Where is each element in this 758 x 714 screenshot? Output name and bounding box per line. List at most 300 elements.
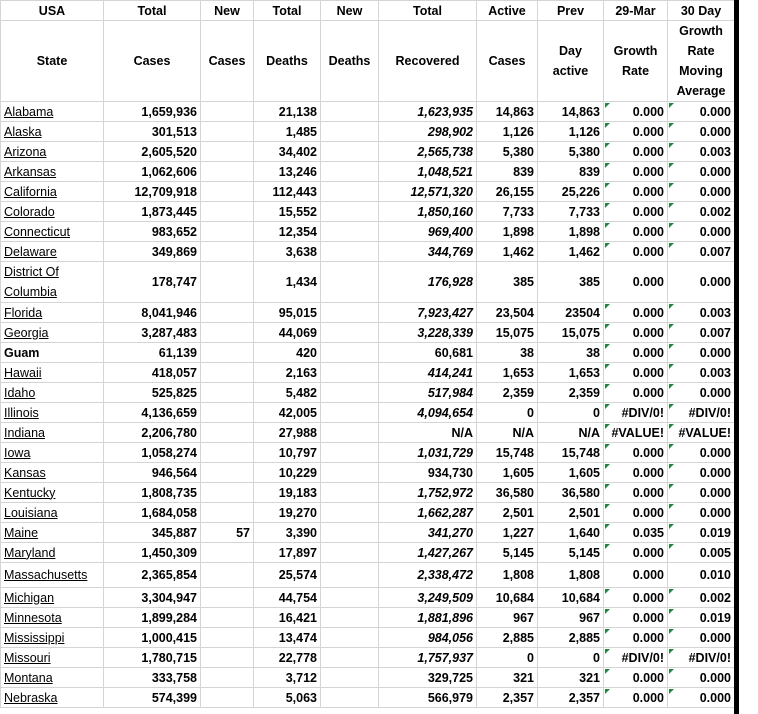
growth-moving-avg-cell[interactable]: 0.007 <box>668 242 735 262</box>
new-cases-cell[interactable] <box>201 102 254 122</box>
state-cell[interactable]: Mississippi <box>1 628 104 648</box>
new-deaths-cell[interactable] <box>321 688 379 708</box>
active-cases-cell[interactable]: 839 <box>477 162 538 182</box>
new-deaths-cell[interactable] <box>321 303 379 323</box>
prev-day-active-cell[interactable]: 25,226 <box>538 182 604 202</box>
new-cases-cell[interactable] <box>201 443 254 463</box>
state-cell[interactable]: California <box>1 182 104 202</box>
recovered-cell[interactable]: 984,056 <box>379 628 477 648</box>
recovered-cell[interactable]: 1,048,521 <box>379 162 477 182</box>
new-deaths-cell[interactable] <box>321 383 379 403</box>
total-cases-cell[interactable]: 2,206,780 <box>104 423 201 443</box>
new-deaths-cell[interactable] <box>321 503 379 523</box>
new-cases-cell[interactable] <box>201 202 254 222</box>
total-cases-cell[interactable]: 12,709,918 <box>104 182 201 202</box>
recovered-cell[interactable]: 1,031,729 <box>379 443 477 463</box>
total-cases-cell[interactable]: 1,808,735 <box>104 483 201 503</box>
growth-rate-cell[interactable]: 0.000 <box>604 688 668 708</box>
recovered-cell[interactable]: 1,757,937 <box>379 648 477 668</box>
growth-moving-avg-cell[interactable]: 0.003 <box>668 363 735 383</box>
new-cases-cell[interactable] <box>201 423 254 443</box>
growth-moving-avg-cell[interactable]: 0.003 <box>668 142 735 162</box>
growth-rate-cell[interactable]: 0.000 <box>604 588 668 608</box>
prev-day-active-cell[interactable]: 36,580 <box>538 483 604 503</box>
growth-moving-avg-cell[interactable]: 0.010 <box>668 563 735 588</box>
state-cell[interactable]: Louisiana <box>1 503 104 523</box>
new-deaths-cell[interactable] <box>321 668 379 688</box>
total-deaths-cell[interactable]: 2,163 <box>254 363 321 383</box>
growth-rate-cell[interactable]: 0.000 <box>604 242 668 262</box>
total-cases-cell[interactable]: 4,136,659 <box>104 403 201 423</box>
growth-rate-cell[interactable]: 0.000 <box>604 443 668 463</box>
active-cases-cell[interactable]: 385 <box>477 262 538 303</box>
growth-rate-cell[interactable]: 0.000 <box>604 262 668 303</box>
total-deaths-cell[interactable]: 19,270 <box>254 503 321 523</box>
total-cases-cell[interactable]: 525,825 <box>104 383 201 403</box>
total-deaths-cell[interactable]: 1,485 <box>254 122 321 142</box>
recovered-cell[interactable]: 1,623,935 <box>379 102 477 122</box>
recovered-cell[interactable]: 3,249,509 <box>379 588 477 608</box>
header-prev-day-active[interactable]: Day active <box>538 21 604 102</box>
prev-day-active-cell[interactable]: 38 <box>538 343 604 363</box>
growth-moving-avg-cell[interactable]: 0.000 <box>668 503 735 523</box>
total-deaths-cell[interactable]: 112,443 <box>254 182 321 202</box>
new-cases-cell[interactable] <box>201 363 254 383</box>
growth-moving-avg-cell[interactable]: 0.000 <box>668 463 735 483</box>
new-deaths-cell[interactable] <box>321 628 379 648</box>
recovered-cell[interactable]: 12,571,320 <box>379 182 477 202</box>
prev-day-active-cell[interactable]: 967 <box>538 608 604 628</box>
prev-day-active-cell[interactable]: 7,733 <box>538 202 604 222</box>
recovered-cell[interactable]: 934,730 <box>379 463 477 483</box>
new-cases-cell[interactable] <box>201 403 254 423</box>
active-cases-cell[interactable]: 2,359 <box>477 383 538 403</box>
total-deaths-cell[interactable]: 34,402 <box>254 142 321 162</box>
state-cell[interactable]: Alaska <box>1 122 104 142</box>
growth-moving-avg-cell[interactable]: 0.000 <box>668 668 735 688</box>
recovered-cell[interactable]: N/A <box>379 423 477 443</box>
growth-rate-cell[interactable]: 0.000 <box>604 668 668 688</box>
growth-rate-cell[interactable]: 0.000 <box>604 483 668 503</box>
growth-rate-cell[interactable]: 0.000 <box>604 142 668 162</box>
total-cases-cell[interactable]: 3,304,947 <box>104 588 201 608</box>
growth-rate-cell[interactable]: 0.000 <box>604 343 668 363</box>
growth-moving-avg-cell[interactable]: 0.007 <box>668 323 735 343</box>
growth-rate-cell[interactable]: 0.035 <box>604 523 668 543</box>
new-deaths-cell[interactable] <box>321 122 379 142</box>
total-cases-cell[interactable]: 1,058,274 <box>104 443 201 463</box>
new-deaths-cell[interactable] <box>321 343 379 363</box>
state-cell[interactable]: Iowa <box>1 443 104 463</box>
prev-day-active-cell[interactable]: 1,808 <box>538 563 604 588</box>
new-cases-cell[interactable] <box>201 588 254 608</box>
state-cell[interactable]: Delaware <box>1 242 104 262</box>
active-cases-cell[interactable]: 1,462 <box>477 242 538 262</box>
state-cell[interactable]: Georgia <box>1 323 104 343</box>
new-cases-cell[interactable] <box>201 142 254 162</box>
prev-day-active-cell[interactable]: 1,605 <box>538 463 604 483</box>
active-cases-cell[interactable]: 0 <box>477 403 538 423</box>
active-cases-cell[interactable]: 14,863 <box>477 102 538 122</box>
header-growth-moving-avg[interactable]: Growth Rate Moving Average <box>668 21 735 102</box>
active-cases-cell[interactable]: 2,357 <box>477 688 538 708</box>
recovered-cell[interactable]: 969,400 <box>379 222 477 242</box>
header-date[interactable]: 29-Mar <box>604 1 668 21</box>
recovered-cell[interactable]: 517,984 <box>379 383 477 403</box>
new-cases-cell[interactable] <box>201 483 254 503</box>
prev-day-active-cell[interactable]: 2,885 <box>538 628 604 648</box>
active-cases-cell[interactable]: 1,653 <box>477 363 538 383</box>
state-cell[interactable]: Colorado <box>1 202 104 222</box>
prev-day-active-cell[interactable]: 2,501 <box>538 503 604 523</box>
total-deaths-cell[interactable]: 16,421 <box>254 608 321 628</box>
state-cell[interactable]: Indiana <box>1 423 104 443</box>
total-cases-cell[interactable]: 1,450,309 <box>104 543 201 563</box>
growth-moving-avg-cell[interactable]: 0.000 <box>668 383 735 403</box>
growth-moving-avg-cell[interactable]: 0.000 <box>668 262 735 303</box>
active-cases-cell[interactable]: 7,733 <box>477 202 538 222</box>
active-cases-cell[interactable]: 1,808 <box>477 563 538 588</box>
recovered-cell[interactable]: 60,681 <box>379 343 477 363</box>
new-cases-cell[interactable] <box>201 608 254 628</box>
new-deaths-cell[interactable] <box>321 608 379 628</box>
recovered-cell[interactable]: 3,228,339 <box>379 323 477 343</box>
total-cases-cell[interactable]: 345,887 <box>104 523 201 543</box>
growth-rate-cell[interactable]: 0.000 <box>604 363 668 383</box>
active-cases-cell[interactable]: N/A <box>477 423 538 443</box>
header-new-cases[interactable]: Cases <box>201 21 254 102</box>
prev-day-active-cell[interactable]: 1,126 <box>538 122 604 142</box>
recovered-cell[interactable]: 1,752,972 <box>379 483 477 503</box>
total-deaths-cell[interactable]: 1,434 <box>254 262 321 303</box>
active-cases-cell[interactable]: 1,227 <box>477 523 538 543</box>
header-recovered[interactable]: Recovered <box>379 21 477 102</box>
total-cases-cell[interactable]: 1,873,445 <box>104 202 201 222</box>
total-cases-cell[interactable]: 3,287,483 <box>104 323 201 343</box>
growth-rate-cell[interactable]: #DIV/0! <box>604 403 668 423</box>
new-deaths-cell[interactable] <box>321 182 379 202</box>
new-deaths-cell[interactable] <box>321 423 379 443</box>
total-deaths-cell[interactable]: 5,063 <box>254 688 321 708</box>
total-cases-cell[interactable]: 418,057 <box>104 363 201 383</box>
growth-rate-cell[interactable]: 0.000 <box>604 563 668 588</box>
growth-rate-cell[interactable]: 0.000 <box>604 162 668 182</box>
new-deaths-cell[interactable] <box>321 142 379 162</box>
growth-moving-avg-cell[interactable]: 0.002 <box>668 202 735 222</box>
growth-moving-avg-cell[interactable]: 0.000 <box>668 483 735 503</box>
state-cell[interactable]: Kentucky <box>1 483 104 503</box>
growth-moving-avg-cell[interactable]: 0.000 <box>668 222 735 242</box>
total-cases-cell[interactable]: 1,899,284 <box>104 608 201 628</box>
prev-day-active-cell[interactable]: 0 <box>538 403 604 423</box>
growth-moving-avg-cell[interactable]: 0.000 <box>668 343 735 363</box>
total-deaths-cell[interactable]: 15,552 <box>254 202 321 222</box>
new-cases-cell[interactable] <box>201 242 254 262</box>
recovered-cell[interactable]: 2,565,738 <box>379 142 477 162</box>
total-deaths-cell[interactable]: 10,229 <box>254 463 321 483</box>
new-deaths-cell[interactable] <box>321 403 379 423</box>
total-cases-cell[interactable]: 1,780,715 <box>104 648 201 668</box>
new-cases-cell[interactable] <box>201 182 254 202</box>
growth-moving-avg-cell[interactable]: 0.005 <box>668 543 735 563</box>
state-cell[interactable]: Guam <box>1 343 104 363</box>
header-new-1[interactable]: New <box>201 1 254 21</box>
new-cases-cell[interactable] <box>201 162 254 182</box>
prev-day-active-cell[interactable]: 2,359 <box>538 383 604 403</box>
new-cases-cell[interactable] <box>201 563 254 588</box>
recovered-cell[interactable]: 344,769 <box>379 242 477 262</box>
recovered-cell[interactable]: 176,928 <box>379 262 477 303</box>
growth-rate-cell[interactable]: 0.000 <box>604 222 668 242</box>
header-total-1[interactable]: Total <box>104 1 201 21</box>
total-cases-cell[interactable]: 333,758 <box>104 668 201 688</box>
header-total-2[interactable]: Total <box>254 1 321 21</box>
state-cell[interactable]: Arkansas <box>1 162 104 182</box>
growth-rate-cell[interactable]: 0.000 <box>604 303 668 323</box>
new-cases-cell[interactable] <box>201 383 254 403</box>
recovered-cell[interactable]: 298,902 <box>379 122 477 142</box>
state-cell[interactable]: Massachusetts <box>1 563 104 588</box>
growth-moving-avg-cell[interactable]: 0.019 <box>668 523 735 543</box>
header-total-3[interactable]: Total <box>379 1 477 21</box>
growth-rate-cell[interactable]: 0.000 <box>604 383 668 403</box>
state-cell[interactable]: Florida <box>1 303 104 323</box>
new-deaths-cell[interactable] <box>321 162 379 182</box>
state-cell[interactable]: Michigan <box>1 588 104 608</box>
new-deaths-cell[interactable] <box>321 102 379 122</box>
growth-moving-avg-cell[interactable]: 0.000 <box>668 122 735 142</box>
state-cell[interactable]: Montana <box>1 668 104 688</box>
header-state[interactable]: State <box>1 21 104 102</box>
new-deaths-cell[interactable] <box>321 483 379 503</box>
total-cases-cell[interactable]: 61,139 <box>104 343 201 363</box>
active-cases-cell[interactable]: 2,501 <box>477 503 538 523</box>
new-cases-cell[interactable] <box>201 222 254 242</box>
active-cases-cell[interactable]: 1,605 <box>477 463 538 483</box>
total-deaths-cell[interactable]: 22,778 <box>254 648 321 668</box>
growth-moving-avg-cell[interactable]: 0.000 <box>668 443 735 463</box>
total-cases-cell[interactable]: 349,869 <box>104 242 201 262</box>
new-cases-cell[interactable] <box>201 262 254 303</box>
state-cell[interactable]: Arizona <box>1 142 104 162</box>
active-cases-cell[interactable]: 967 <box>477 608 538 628</box>
growth-rate-cell[interactable]: #VALUE! <box>604 423 668 443</box>
new-deaths-cell[interactable] <box>321 202 379 222</box>
state-cell[interactable]: Maryland <box>1 543 104 563</box>
new-cases-cell[interactable] <box>201 543 254 563</box>
total-deaths-cell[interactable]: 420 <box>254 343 321 363</box>
growth-moving-avg-cell[interactable]: 0.000 <box>668 182 735 202</box>
new-cases-cell[interactable] <box>201 668 254 688</box>
new-cases-cell[interactable] <box>201 503 254 523</box>
header-total-cases[interactable]: Cases <box>104 21 201 102</box>
prev-day-active-cell[interactable]: 321 <box>538 668 604 688</box>
total-cases-cell[interactable]: 2,365,854 <box>104 563 201 588</box>
growth-rate-cell[interactable]: 0.000 <box>604 202 668 222</box>
growth-moving-avg-cell[interactable]: 0.019 <box>668 608 735 628</box>
growth-moving-avg-cell[interactable]: 0.003 <box>668 303 735 323</box>
total-cases-cell[interactable]: 301,513 <box>104 122 201 142</box>
active-cases-cell[interactable]: 10,684 <box>477 588 538 608</box>
state-cell[interactable]: Connecticut <box>1 222 104 242</box>
total-deaths-cell[interactable]: 42,005 <box>254 403 321 423</box>
active-cases-cell[interactable]: 15,748 <box>477 443 538 463</box>
total-deaths-cell[interactable]: 25,574 <box>254 563 321 588</box>
growth-rate-cell[interactable]: 0.000 <box>604 122 668 142</box>
growth-moving-avg-cell[interactable]: 0.002 <box>668 588 735 608</box>
header-total-deaths[interactable]: Deaths <box>254 21 321 102</box>
state-cell[interactable]: Alabama <box>1 102 104 122</box>
recovered-cell[interactable]: 7,923,427 <box>379 303 477 323</box>
header-growth-rate[interactable]: Growth Rate <box>604 21 668 102</box>
growth-moving-avg-cell[interactable]: 0.000 <box>668 688 735 708</box>
prev-day-active-cell[interactable]: 385 <box>538 262 604 303</box>
header-new-2[interactable]: New <box>321 1 379 21</box>
active-cases-cell[interactable]: 1,126 <box>477 122 538 142</box>
state-cell[interactable]: District Of Columbia <box>1 262 104 303</box>
new-deaths-cell[interactable] <box>321 463 379 483</box>
new-cases-cell[interactable] <box>201 343 254 363</box>
state-cell[interactable]: Maine <box>1 523 104 543</box>
prev-day-active-cell[interactable]: 1,898 <box>538 222 604 242</box>
state-cell[interactable]: Minnesota <box>1 608 104 628</box>
prev-day-active-cell[interactable]: 15,748 <box>538 443 604 463</box>
prev-day-active-cell[interactable]: 1,462 <box>538 242 604 262</box>
new-deaths-cell[interactable] <box>321 588 379 608</box>
recovered-cell[interactable]: 329,725 <box>379 668 477 688</box>
active-cases-cell[interactable]: 23,504 <box>477 303 538 323</box>
recovered-cell[interactable]: 1,881,896 <box>379 608 477 628</box>
total-cases-cell[interactable]: 1,684,058 <box>104 503 201 523</box>
new-deaths-cell[interactable] <box>321 262 379 303</box>
header-30day[interactable]: 30 Day <box>668 1 735 21</box>
total-cases-cell[interactable]: 1,062,606 <box>104 162 201 182</box>
new-deaths-cell[interactable] <box>321 563 379 588</box>
total-deaths-cell[interactable]: 19,183 <box>254 483 321 503</box>
active-cases-cell[interactable]: 2,885 <box>477 628 538 648</box>
prev-day-active-cell[interactable]: 0 <box>538 648 604 668</box>
total-deaths-cell[interactable]: 44,754 <box>254 588 321 608</box>
state-cell[interactable]: Idaho <box>1 383 104 403</box>
active-cases-cell[interactable]: 38 <box>477 343 538 363</box>
total-cases-cell[interactable]: 8,041,946 <box>104 303 201 323</box>
recovered-cell[interactable]: 1,850,160 <box>379 202 477 222</box>
active-cases-cell[interactable]: 15,075 <box>477 323 538 343</box>
growth-moving-avg-cell[interactable]: #DIV/0! <box>668 403 735 423</box>
recovered-cell[interactable]: 4,094,654 <box>379 403 477 423</box>
prev-day-active-cell[interactable]: 23504 <box>538 303 604 323</box>
new-cases-cell[interactable]: 57 <box>201 523 254 543</box>
growth-rate-cell[interactable]: 0.000 <box>604 323 668 343</box>
new-cases-cell[interactable] <box>201 122 254 142</box>
total-cases-cell[interactable]: 1,000,415 <box>104 628 201 648</box>
state-cell[interactable]: Kansas <box>1 463 104 483</box>
header-active[interactable]: Active <box>477 1 538 21</box>
growth-rate-cell[interactable]: 0.000 <box>604 503 668 523</box>
growth-rate-cell[interactable]: 0.000 <box>604 182 668 202</box>
header-usa[interactable]: USA <box>1 1 104 21</box>
active-cases-cell[interactable]: 36,580 <box>477 483 538 503</box>
growth-moving-avg-cell[interactable]: #DIV/0! <box>668 648 735 668</box>
prev-day-active-cell[interactable]: 1,640 <box>538 523 604 543</box>
state-cell[interactable]: Missouri <box>1 648 104 668</box>
prev-day-active-cell[interactable]: N/A <box>538 423 604 443</box>
prev-day-active-cell[interactable]: 5,145 <box>538 543 604 563</box>
total-deaths-cell[interactable]: 13,246 <box>254 162 321 182</box>
total-cases-cell[interactable]: 1,659,936 <box>104 102 201 122</box>
growth-rate-cell[interactable]: 0.000 <box>604 102 668 122</box>
state-cell[interactable]: Illinois <box>1 403 104 423</box>
new-deaths-cell[interactable] <box>321 323 379 343</box>
header-prev[interactable]: Prev <box>538 1 604 21</box>
new-cases-cell[interactable] <box>201 628 254 648</box>
total-deaths-cell[interactable]: 44,069 <box>254 323 321 343</box>
total-deaths-cell[interactable]: 12,354 <box>254 222 321 242</box>
active-cases-cell[interactable]: 1,898 <box>477 222 538 242</box>
recovered-cell[interactable]: 566,979 <box>379 688 477 708</box>
header-new-deaths[interactable]: Deaths <box>321 21 379 102</box>
prev-day-active-cell[interactable]: 5,380 <box>538 142 604 162</box>
header-active-cases[interactable]: Cases <box>477 21 538 102</box>
total-deaths-cell[interactable]: 17,897 <box>254 543 321 563</box>
prev-day-active-cell[interactable]: 15,075 <box>538 323 604 343</box>
new-cases-cell[interactable] <box>201 463 254 483</box>
active-cases-cell[interactable]: 5,380 <box>477 142 538 162</box>
active-cases-cell[interactable]: 5,145 <box>477 543 538 563</box>
growth-moving-avg-cell[interactable]: 0.000 <box>668 628 735 648</box>
recovered-cell[interactable]: 2,338,472 <box>379 563 477 588</box>
prev-day-active-cell[interactable]: 2,357 <box>538 688 604 708</box>
new-cases-cell[interactable] <box>201 323 254 343</box>
total-deaths-cell[interactable]: 21,138 <box>254 102 321 122</box>
new-deaths-cell[interactable] <box>321 222 379 242</box>
total-deaths-cell[interactable]: 27,988 <box>254 423 321 443</box>
growth-moving-avg-cell[interactable]: 0.000 <box>668 102 735 122</box>
new-deaths-cell[interactable] <box>321 648 379 668</box>
new-cases-cell[interactable] <box>201 303 254 323</box>
new-deaths-cell[interactable] <box>321 543 379 563</box>
active-cases-cell[interactable]: 26,155 <box>477 182 538 202</box>
total-deaths-cell[interactable]: 3,712 <box>254 668 321 688</box>
active-cases-cell[interactable]: 0 <box>477 648 538 668</box>
growth-moving-avg-cell[interactable]: 0.000 <box>668 162 735 182</box>
recovered-cell[interactable]: 341,270 <box>379 523 477 543</box>
total-deaths-cell[interactable]: 5,482 <box>254 383 321 403</box>
active-cases-cell[interactable]: 321 <box>477 668 538 688</box>
total-cases-cell[interactable]: 574,399 <box>104 688 201 708</box>
recovered-cell[interactable]: 1,427,267 <box>379 543 477 563</box>
state-cell[interactable]: Hawaii <box>1 363 104 383</box>
new-deaths-cell[interactable] <box>321 242 379 262</box>
total-deaths-cell[interactable]: 3,638 <box>254 242 321 262</box>
new-deaths-cell[interactable] <box>321 523 379 543</box>
growth-rate-cell[interactable]: 0.000 <box>604 608 668 628</box>
growth-rate-cell[interactable]: #DIV/0! <box>604 648 668 668</box>
total-cases-cell[interactable]: 946,564 <box>104 463 201 483</box>
total-cases-cell[interactable]: 178,747 <box>104 262 201 303</box>
new-deaths-cell[interactable] <box>321 443 379 463</box>
total-cases-cell[interactable]: 983,652 <box>104 222 201 242</box>
state-cell[interactable]: Nebraska <box>1 688 104 708</box>
total-deaths-cell[interactable]: 95,015 <box>254 303 321 323</box>
new-cases-cell[interactable] <box>201 648 254 668</box>
growth-rate-cell[interactable]: 0.000 <box>604 628 668 648</box>
total-deaths-cell[interactable]: 3,390 <box>254 523 321 543</box>
prev-day-active-cell[interactable]: 10,684 <box>538 588 604 608</box>
prev-day-active-cell[interactable]: 14,863 <box>538 102 604 122</box>
new-deaths-cell[interactable] <box>321 363 379 383</box>
recovered-cell[interactable]: 414,241 <box>379 363 477 383</box>
